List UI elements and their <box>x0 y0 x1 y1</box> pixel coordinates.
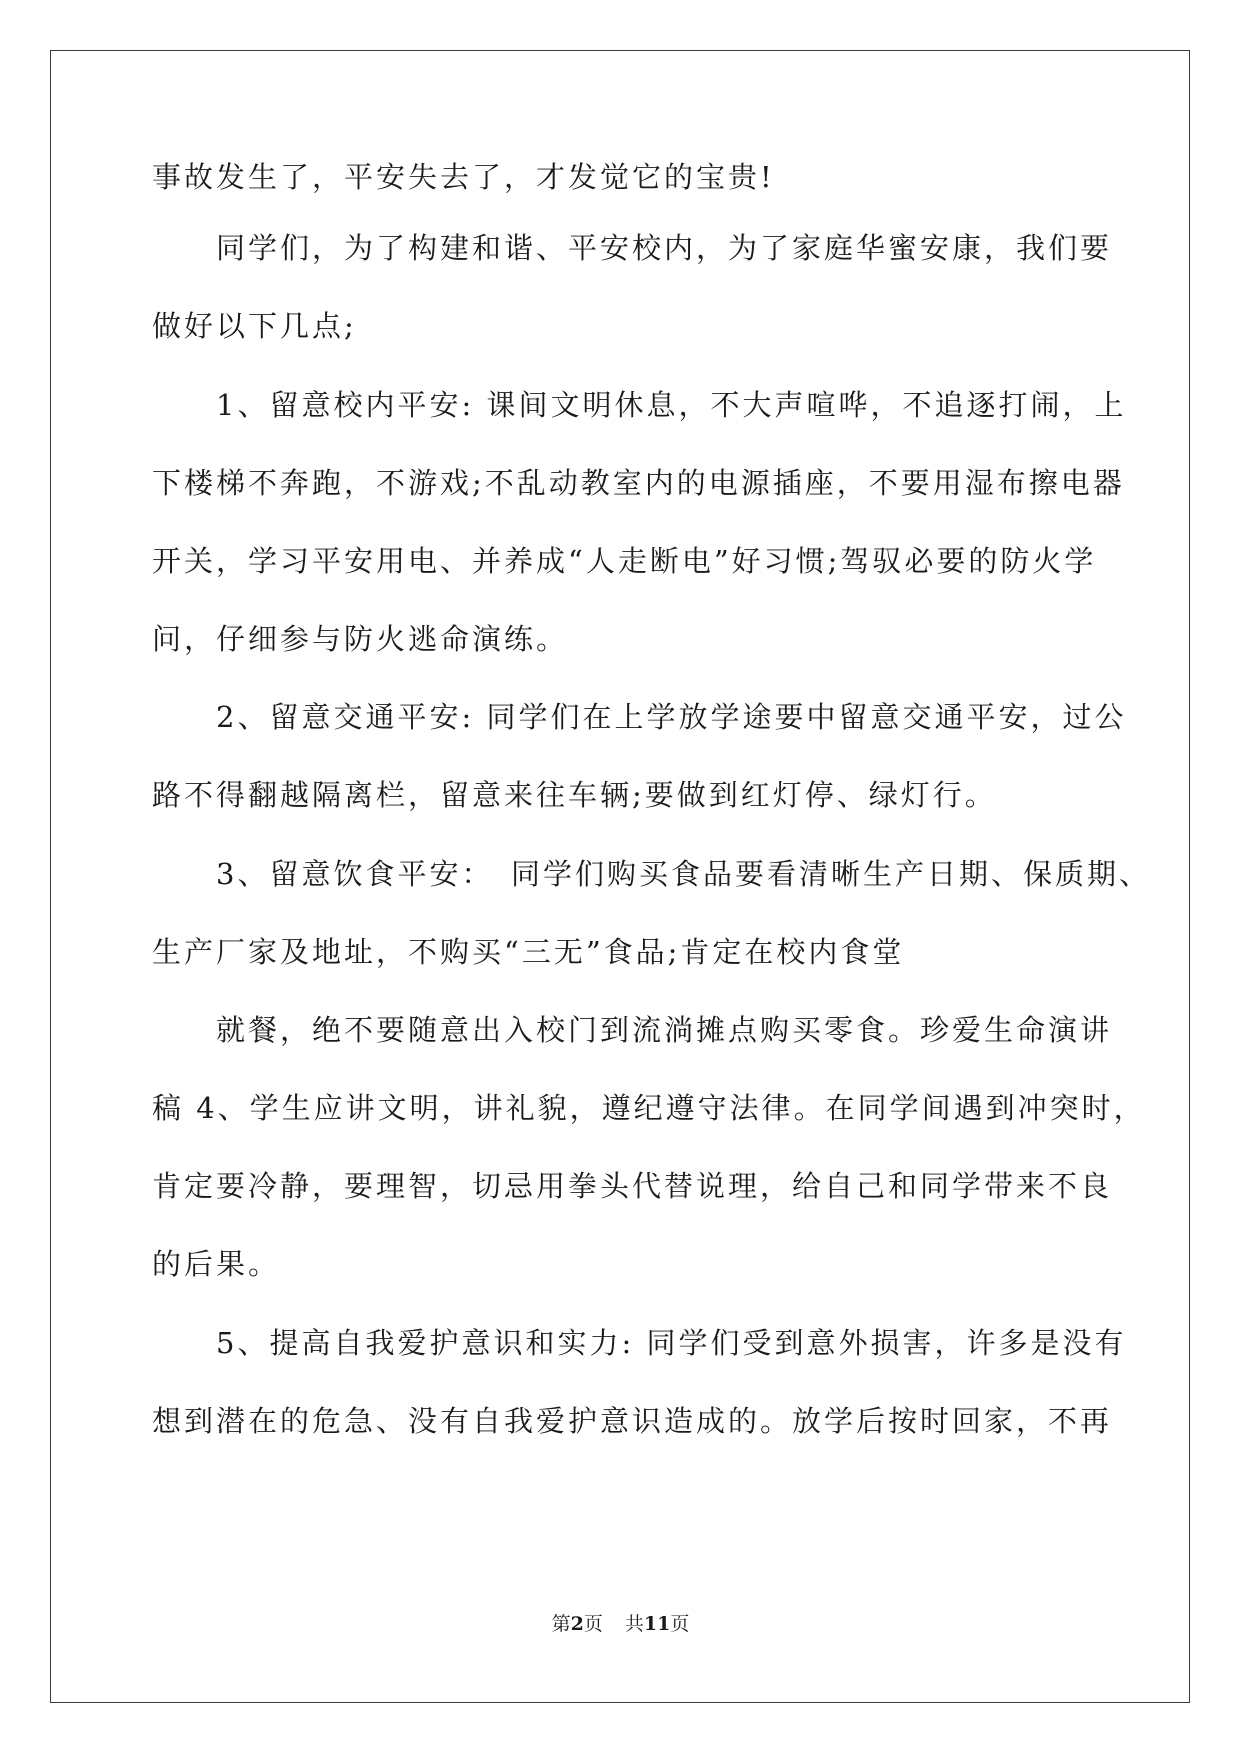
text-line: 路不得翻越隔离栏，留意来往车辆;要做到红灯停、绿灯行。 <box>152 778 997 812</box>
text-line: 肯定要冷静，要理智，切忌用拳头代替说理，给自己和同学带来不良 <box>152 1169 1113 1203</box>
text-line: 做好以下几点; <box>152 309 357 343</box>
current-page-number: 2 <box>570 1613 584 1635</box>
text-line: 的后果。 <box>152 1247 281 1281</box>
text-line: 1、留意校内平安: 课间文明休息，不大声喧哗，不追逐打闹，上 <box>152 388 1127 422</box>
total-prefix: 共 <box>624 1613 644 1635</box>
page-suffix: 页 <box>583 1613 603 1635</box>
text-line: 2、留意交通平安: 同学们在上学放学途要中留意交通平安，过公 <box>152 700 1127 734</box>
text-line: 5、提高自我爱护意识和实力: 同学们受到意外损害，许多是没有 <box>152 1326 1127 1360</box>
page-prefix: 第 <box>551 1613 571 1635</box>
text-line: 问，仔细参与防火逃命演练。 <box>152 622 569 656</box>
text-line: 3、留意饮食平安： 同学们购买食品要看清晰生产日期、保质期、 <box>152 857 1151 891</box>
text-line: 同学们，为了构建和谐、平安校内，为了家庭华蜜安康，我们要 <box>152 231 1113 265</box>
text-line: 生产厂家及地址，不购买“三无”食品;肯定在校内食堂 <box>152 935 905 969</box>
text-line: 就餐，绝不要随意出入校门到流淌摊点购买零食。珍爱生命演讲 <box>152 1013 1113 1047</box>
total-suffix: 页 <box>670 1613 690 1635</box>
text-line: 想到潜在的危急、没有自我爱护意识造成的。放学后按时回家，不再 <box>152 1404 1113 1438</box>
text-line: 开关，学习平安用电、并养成“人走断电”好习惯;驾驭必要的防火学 <box>152 544 1097 578</box>
text-line: 稿 4、学生应讲文明，讲礼貌，遵纪遵守法律。在同学间遇到冲突时， <box>152 1091 1146 1125</box>
text-line: 事故发生了，平安失去了，才发觉它的宝贵! <box>152 160 775 194</box>
total-page-count: 11 <box>643 1613 671 1635</box>
text-line: 下楼梯不奔跑，不游戏;不乱动教室内的电源插座，不要用湿布擦电器 <box>152 466 1125 500</box>
page-footer <box>0 1612 1241 1636</box>
